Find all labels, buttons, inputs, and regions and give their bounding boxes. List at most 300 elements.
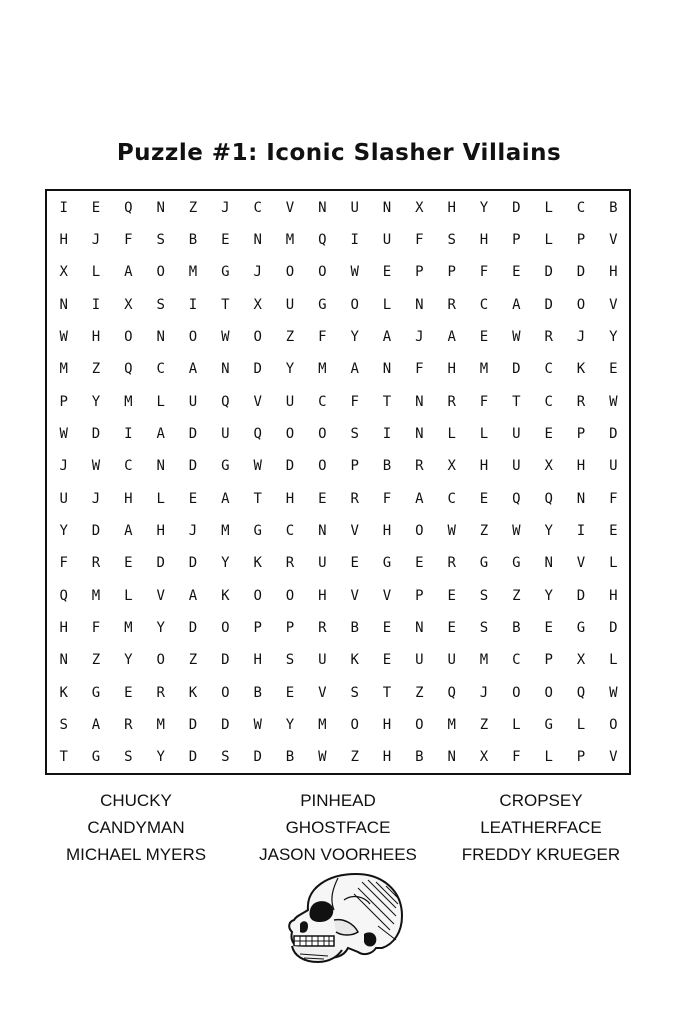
grid-letter[interactable]: Z bbox=[285, 328, 295, 345]
grid-letter[interactable]: Y bbox=[91, 393, 101, 410]
grid-letter[interactable]: X bbox=[447, 458, 456, 475]
grid-letter[interactable]: O bbox=[318, 425, 327, 442]
grid-letter[interactable]: I bbox=[124, 425, 133, 442]
grid-letter[interactable]: W bbox=[318, 749, 327, 766]
grid-letter[interactable]: U bbox=[285, 296, 295, 313]
grid-letter[interactable]: F bbox=[350, 393, 359, 410]
grid-letter[interactable]: L bbox=[609, 652, 618, 669]
grid-letter[interactable]: N bbox=[415, 393, 424, 410]
grid-letter[interactable]: A bbox=[382, 328, 392, 345]
grid-letter[interactable]: B bbox=[350, 619, 359, 636]
grid-letter[interactable]: F bbox=[415, 231, 424, 248]
grid-letter[interactable]: O bbox=[221, 619, 230, 636]
grid-letter[interactable]: L bbox=[609, 555, 618, 572]
grid-letter[interactable]: M bbox=[91, 587, 101, 604]
grid-letter[interactable]: F bbox=[59, 555, 68, 572]
grid-letter[interactable]: H bbox=[576, 458, 586, 475]
grid-letter[interactable]: M bbox=[318, 361, 327, 378]
grid-letter[interactable]: H bbox=[124, 490, 133, 507]
grid-letter[interactable]: J bbox=[479, 684, 489, 701]
grid-letter[interactable]: Z bbox=[415, 684, 424, 701]
grid-letter[interactable]: W bbox=[512, 522, 521, 539]
grid-letter[interactable]: R bbox=[544, 328, 553, 345]
grid-letter[interactable]: M bbox=[124, 393, 133, 410]
grid-letter[interactable]: W bbox=[512, 328, 521, 345]
grid-letter[interactable]: W bbox=[350, 264, 359, 281]
grid-letter[interactable]: I bbox=[59, 199, 68, 216]
grid-letter[interactable]: N bbox=[382, 361, 392, 378]
grid-letter[interactable]: U bbox=[512, 458, 521, 475]
grid-letter[interactable]: X bbox=[415, 199, 424, 216]
grid-letter[interactable]: K bbox=[221, 587, 230, 604]
grid-letter[interactable]: O bbox=[156, 652, 165, 669]
grid-letter[interactable]: U bbox=[221, 425, 230, 442]
grid-letter[interactable]: Y bbox=[221, 555, 230, 572]
grid-letter[interactable]: V bbox=[609, 296, 618, 313]
grid-letter[interactable]: P bbox=[447, 264, 456, 281]
grid-letter[interactable]: M bbox=[188, 264, 198, 281]
grid-letter[interactable]: D bbox=[188, 555, 198, 572]
grid-letter[interactable]: U bbox=[382, 231, 392, 248]
grid-letter[interactable]: O bbox=[124, 328, 133, 345]
grid-letter[interactable]: N bbox=[544, 555, 553, 572]
grid-letter[interactable]: J bbox=[91, 231, 101, 248]
grid-letter[interactable]: U bbox=[609, 458, 618, 475]
grid-letter[interactable]: C bbox=[318, 393, 327, 410]
grid-letter[interactable]: L bbox=[382, 296, 392, 313]
grid-letter[interactable]: N bbox=[576, 490, 586, 507]
grid-letter[interactable]: V bbox=[350, 522, 359, 539]
grid-letter[interactable]: N bbox=[318, 199, 327, 216]
grid-letter[interactable]: E bbox=[124, 684, 133, 701]
grid-letter[interactable]: A bbox=[221, 490, 230, 507]
grid-letter[interactable]: H bbox=[479, 231, 489, 248]
grid-letter[interactable]: Q bbox=[576, 684, 586, 701]
grid-letter[interactable]: E bbox=[415, 555, 424, 572]
grid-letter[interactable]: S bbox=[479, 619, 489, 636]
grid-letter[interactable]: Q bbox=[447, 684, 456, 701]
grid-letter[interactable]: V bbox=[609, 749, 618, 766]
grid-letter[interactable]: Q bbox=[124, 199, 133, 216]
grid-letter[interactable]: L bbox=[447, 425, 456, 442]
grid-letter[interactable]: O bbox=[318, 458, 327, 475]
grid-letter[interactable]: K bbox=[253, 555, 262, 572]
grid-letter[interactable]: Y bbox=[156, 749, 165, 766]
grid-letter[interactable]: B bbox=[285, 749, 295, 766]
grid-letter[interactable]: S bbox=[350, 684, 359, 701]
grid-letter[interactable]: Q bbox=[318, 231, 327, 248]
grid-letter[interactable]: J bbox=[415, 328, 424, 345]
grid-letter[interactable]: D bbox=[609, 425, 618, 442]
grid-letter[interactable]: N bbox=[221, 361, 230, 378]
grid-letter[interactable]: E bbox=[221, 231, 230, 248]
grid-letter[interactable]: A bbox=[415, 490, 424, 507]
grid-letter[interactable]: I bbox=[188, 296, 198, 313]
grid-letter[interactable]: K bbox=[59, 684, 68, 701]
grid-letter[interactable]: Y bbox=[479, 199, 489, 216]
grid-letter[interactable]: O bbox=[253, 328, 262, 345]
grid-letter[interactable]: O bbox=[188, 328, 198, 345]
grid-letter[interactable]: F bbox=[415, 361, 424, 378]
grid-letter[interactable]: A bbox=[91, 716, 101, 733]
grid-letter[interactable]: Q bbox=[512, 490, 521, 507]
grid-letter[interactable]: F bbox=[124, 231, 133, 248]
grid-letter[interactable]: J bbox=[576, 328, 586, 345]
grid-letter[interactable]: D bbox=[544, 264, 553, 281]
grid-letter[interactable]: M bbox=[59, 361, 68, 378]
grid-letter[interactable]: A bbox=[350, 361, 359, 378]
grid-letter[interactable]: M bbox=[285, 231, 295, 248]
grid-letter[interactable]: C bbox=[576, 199, 586, 216]
grid-letter[interactable]: T bbox=[221, 296, 230, 313]
grid-letter[interactable]: W bbox=[253, 458, 262, 475]
grid-letter[interactable]: Q bbox=[544, 490, 553, 507]
grid-letter[interactable]: P bbox=[415, 587, 424, 604]
grid-letter[interactable]: S bbox=[156, 296, 165, 313]
grid-letter[interactable]: O bbox=[156, 264, 165, 281]
grid-letter[interactable]: Z bbox=[188, 199, 198, 216]
grid-letter[interactable]: D bbox=[188, 425, 198, 442]
grid-letter[interactable]: P bbox=[253, 619, 262, 636]
grid-letter[interactable]: H bbox=[479, 458, 489, 475]
grid-letter[interactable]: G bbox=[318, 296, 327, 313]
grid-letter[interactable]: D bbox=[156, 555, 165, 572]
grid-letter[interactable]: Y bbox=[350, 328, 359, 345]
grid-letter[interactable]: L bbox=[544, 749, 553, 766]
grid-letter[interactable]: S bbox=[285, 652, 295, 669]
grid-letter[interactable]: A bbox=[156, 425, 165, 442]
grid-letter[interactable]: A bbox=[512, 296, 521, 313]
grid-letter[interactable]: P bbox=[576, 749, 586, 766]
grid-letter[interactable]: O bbox=[415, 716, 424, 733]
grid-letter[interactable]: G bbox=[512, 555, 521, 572]
grid-letter[interactable]: W bbox=[609, 684, 618, 701]
grid-letter[interactable]: D bbox=[91, 522, 101, 539]
grid-letter[interactable]: P bbox=[544, 652, 553, 669]
grid-letter[interactable]: G bbox=[91, 684, 101, 701]
grid-letter[interactable]: H bbox=[609, 587, 618, 604]
grid-letter[interactable]: L bbox=[544, 199, 553, 216]
grid-letter[interactable]: E bbox=[350, 555, 359, 572]
grid-letter[interactable]: E bbox=[512, 264, 521, 281]
grid-letter[interactable]: E bbox=[479, 490, 489, 507]
grid-letter[interactable]: E bbox=[609, 361, 618, 378]
grid-letter[interactable]: K bbox=[188, 684, 198, 701]
grid-letter[interactable]: E bbox=[447, 587, 456, 604]
grid-letter[interactable]: T bbox=[382, 393, 392, 410]
grid-letter[interactable]: M bbox=[318, 716, 327, 733]
grid-letter[interactable]: G bbox=[479, 555, 489, 572]
grid-letter[interactable]: D bbox=[544, 296, 553, 313]
grid-letter[interactable]: U bbox=[447, 652, 456, 669]
grid-letter[interactable]: F bbox=[382, 490, 392, 507]
grid-letter[interactable]: P bbox=[576, 231, 586, 248]
grid-letter[interactable]: O bbox=[285, 587, 295, 604]
grid-letter[interactable]: S bbox=[221, 749, 230, 766]
grid-letter[interactable]: X bbox=[479, 749, 489, 766]
grid-letter[interactable]: H bbox=[59, 619, 68, 636]
grid-letter[interactable]: H bbox=[447, 361, 456, 378]
grid-letter[interactable]: W bbox=[609, 393, 618, 410]
grid-letter[interactable]: E bbox=[382, 652, 392, 669]
grid-letter[interactable]: V bbox=[156, 587, 165, 604]
grid-letter[interactable]: H bbox=[285, 490, 295, 507]
grid-letter[interactable]: G bbox=[382, 555, 392, 572]
grid-letter[interactable]: B bbox=[609, 199, 618, 216]
grid-letter[interactable]: V bbox=[350, 587, 359, 604]
grid-letter[interactable]: Z bbox=[512, 587, 521, 604]
grid-letter[interactable]: D bbox=[576, 264, 586, 281]
grid-letter[interactable]: D bbox=[221, 652, 230, 669]
grid-letter[interactable]: O bbox=[318, 264, 327, 281]
grid-letter[interactable]: N bbox=[59, 296, 68, 313]
grid-letter[interactable]: P bbox=[512, 231, 521, 248]
grid-letter[interactable]: X bbox=[59, 264, 68, 281]
grid-letter[interactable]: H bbox=[318, 587, 327, 604]
grid-letter[interactable]: E bbox=[188, 490, 198, 507]
grid-letter[interactable]: X bbox=[124, 296, 133, 313]
grid-letter[interactable]: D bbox=[285, 458, 295, 475]
grid-letter[interactable]: C bbox=[124, 458, 133, 475]
grid-letter[interactable]: Z bbox=[479, 716, 489, 733]
grid-letter[interactable]: R bbox=[350, 490, 359, 507]
grid-letter[interactable]: R bbox=[124, 716, 133, 733]
grid-letter[interactable]: E bbox=[382, 619, 392, 636]
grid-letter[interactable]: V bbox=[318, 684, 327, 701]
grid-letter[interactable]: R bbox=[447, 393, 456, 410]
grid-letter[interactable]: U bbox=[318, 555, 327, 572]
grid-letter[interactable]: C bbox=[512, 652, 521, 669]
grid-letter[interactable]: S bbox=[447, 231, 456, 248]
grid-letter[interactable]: P bbox=[576, 425, 586, 442]
grid-letter[interactable]: X bbox=[576, 652, 586, 669]
grid-letter[interactable]: R bbox=[415, 458, 424, 475]
grid-letter[interactable]: N bbox=[415, 296, 424, 313]
grid-letter[interactable]: O bbox=[544, 684, 553, 701]
grid-letter[interactable]: O bbox=[285, 425, 295, 442]
grid-letter[interactable]: O bbox=[350, 296, 359, 313]
grid-letter[interactable]: Q bbox=[253, 425, 262, 442]
grid-letter[interactable]: F bbox=[609, 490, 618, 507]
grid-letter[interactable]: S bbox=[479, 587, 489, 604]
grid-letter[interactable]: E bbox=[447, 619, 456, 636]
grid-letter[interactable]: V bbox=[576, 555, 586, 572]
grid-letter[interactable]: J bbox=[188, 522, 198, 539]
grid-letter[interactable]: A bbox=[124, 522, 133, 539]
grid-letter[interactable]: C bbox=[253, 199, 262, 216]
grid-letter[interactable]: D bbox=[91, 425, 101, 442]
grid-letter[interactable]: F bbox=[91, 619, 101, 636]
grid-letter[interactable]: M bbox=[124, 619, 133, 636]
grid-letter[interactable]: A bbox=[124, 264, 133, 281]
grid-letter[interactable]: L bbox=[124, 587, 133, 604]
grid-letter[interactable]: V bbox=[609, 231, 618, 248]
grid-letter[interactable]: H bbox=[156, 522, 165, 539]
grid-letter[interactable]: B bbox=[512, 619, 521, 636]
grid-letter[interactable]: B bbox=[382, 458, 392, 475]
grid-letter[interactable]: R bbox=[447, 296, 456, 313]
grid-letter[interactable]: U bbox=[188, 393, 198, 410]
grid-letter[interactable]: E bbox=[124, 555, 133, 572]
grid-letter[interactable]: P bbox=[285, 619, 295, 636]
grid-letter[interactable]: T bbox=[382, 684, 392, 701]
grid-letter[interactable]: H bbox=[382, 522, 392, 539]
grid-letter[interactable]: K bbox=[350, 652, 359, 669]
grid-letter[interactable]: N bbox=[415, 425, 424, 442]
grid-letter[interactable]: Q bbox=[59, 587, 68, 604]
grid-letter[interactable]: B bbox=[253, 684, 262, 701]
grid-letter[interactable]: N bbox=[156, 328, 165, 345]
grid-letter[interactable]: N bbox=[59, 652, 68, 669]
grid-letter[interactable]: D bbox=[576, 587, 586, 604]
grid-letter[interactable]: T bbox=[253, 490, 262, 507]
grid-letter[interactable]: V bbox=[253, 393, 262, 410]
grid-letter[interactable]: N bbox=[156, 458, 165, 475]
grid-letter[interactable]: L bbox=[91, 264, 101, 281]
grid-letter[interactable]: R bbox=[318, 619, 327, 636]
grid-letter[interactable]: M bbox=[156, 716, 165, 733]
grid-letter[interactable]: W bbox=[447, 522, 456, 539]
grid-letter[interactable]: B bbox=[415, 749, 424, 766]
grid-letter[interactable]: X bbox=[544, 458, 553, 475]
grid-letter[interactable]: H bbox=[382, 749, 392, 766]
grid-letter[interactable]: J bbox=[59, 458, 68, 475]
grid-letter[interactable]: W bbox=[253, 716, 262, 733]
grid-letter[interactable]: Z bbox=[91, 361, 101, 378]
grid-letter[interactable]: O bbox=[512, 684, 521, 701]
grid-letter[interactable]: O bbox=[285, 264, 295, 281]
grid-letter[interactable]: A bbox=[447, 328, 456, 345]
grid-letter[interactable]: D bbox=[512, 361, 521, 378]
grid-letter[interactable]: J bbox=[253, 264, 262, 281]
grid-letter[interactable]: S bbox=[156, 231, 165, 248]
grid-letter[interactable]: E bbox=[479, 328, 489, 345]
grid-letter[interactable]: R bbox=[447, 555, 456, 572]
grid-letter[interactable]: G bbox=[576, 619, 586, 636]
grid-letter[interactable]: N bbox=[447, 749, 456, 766]
grid-letter[interactable]: C bbox=[479, 296, 489, 313]
grid-letter[interactable]: A bbox=[188, 587, 198, 604]
grid-letter[interactable]: D bbox=[253, 749, 262, 766]
grid-letter[interactable]: D bbox=[188, 458, 198, 475]
grid-letter[interactable]: O bbox=[253, 587, 262, 604]
grid-letter[interactable]: H bbox=[59, 231, 68, 248]
grid-letter[interactable]: Y bbox=[285, 716, 295, 733]
grid-letter[interactable]: H bbox=[253, 652, 262, 669]
grid-letter[interactable]: G bbox=[221, 458, 230, 475]
grid-letter[interactable]: B bbox=[188, 231, 198, 248]
grid-letter[interactable]: C bbox=[544, 393, 553, 410]
grid-letter[interactable]: D bbox=[188, 749, 198, 766]
grid-letter[interactable]: Y bbox=[285, 361, 295, 378]
grid-letter[interactable]: M bbox=[479, 652, 489, 669]
grid-letter[interactable]: V bbox=[285, 199, 295, 216]
grid-letter[interactable]: T bbox=[59, 749, 68, 766]
grid-letter[interactable]: X bbox=[253, 296, 262, 313]
grid-letter[interactable]: Y bbox=[156, 619, 165, 636]
grid-letter[interactable]: W bbox=[59, 425, 68, 442]
grid-letter[interactable]: A bbox=[188, 361, 198, 378]
grid-letter[interactable]: R bbox=[285, 555, 295, 572]
grid-letter[interactable]: E bbox=[544, 619, 553, 636]
grid-letter[interactable]: U bbox=[285, 393, 295, 410]
grid-letter[interactable]: V bbox=[382, 587, 392, 604]
grid-letter[interactable]: M bbox=[447, 716, 456, 733]
grid-letter[interactable]: U bbox=[415, 652, 424, 669]
grid-letter[interactable]: G bbox=[253, 522, 262, 539]
grid-letter[interactable]: C bbox=[156, 361, 165, 378]
grid-letter[interactable]: O bbox=[609, 716, 618, 733]
grid-letter[interactable]: F bbox=[479, 393, 489, 410]
grid-letter[interactable]: K bbox=[576, 361, 586, 378]
grid-letter[interactable]: O bbox=[576, 296, 586, 313]
grid-letter[interactable]: D bbox=[188, 716, 198, 733]
grid-letter[interactable]: N bbox=[415, 619, 424, 636]
grid-letter[interactable]: C bbox=[544, 361, 553, 378]
grid-letter[interactable]: R bbox=[91, 555, 101, 572]
grid-letter[interactable]: N bbox=[253, 231, 262, 248]
grid-letter[interactable]: T bbox=[512, 393, 521, 410]
grid-letter[interactable]: M bbox=[479, 361, 489, 378]
grid-letter[interactable]: Q bbox=[124, 361, 133, 378]
grid-letter[interactable]: Y bbox=[609, 328, 618, 345]
grid-letter[interactable]: W bbox=[91, 458, 101, 475]
grid-letter[interactable]: C bbox=[447, 490, 456, 507]
grid-letter[interactable]: L bbox=[156, 490, 165, 507]
grid-letter[interactable]: E bbox=[609, 522, 618, 539]
grid-letter[interactable]: D bbox=[609, 619, 618, 636]
grid-letter[interactable]: Z bbox=[479, 522, 489, 539]
grid-letter[interactable]: C bbox=[285, 522, 295, 539]
grid-letter[interactable]: S bbox=[59, 716, 68, 733]
grid-letter[interactable]: I bbox=[576, 522, 586, 539]
grid-letter[interactable]: L bbox=[479, 425, 489, 442]
grid-letter[interactable]: H bbox=[91, 328, 101, 345]
grid-letter[interactable]: H bbox=[382, 716, 392, 733]
grid-letter[interactable]: F bbox=[318, 328, 327, 345]
grid-letter[interactable]: Z bbox=[350, 749, 359, 766]
grid-letter[interactable]: L bbox=[544, 231, 553, 248]
grid-letter[interactable]: Y bbox=[544, 587, 553, 604]
grid-letter[interactable]: U bbox=[59, 490, 68, 507]
grid-letter[interactable]: D bbox=[221, 716, 230, 733]
grid-letter[interactable]: F bbox=[512, 749, 521, 766]
grid-letter[interactable]: L bbox=[156, 393, 165, 410]
grid-letter[interactable]: D bbox=[253, 361, 262, 378]
grid-letter[interactable]: N bbox=[382, 199, 392, 216]
grid-letter[interactable]: D bbox=[512, 199, 521, 216]
grid-letter[interactable]: U bbox=[318, 652, 327, 669]
grid-letter[interactable]: E bbox=[91, 199, 101, 216]
grid-letter[interactable]: G bbox=[91, 749, 101, 766]
grid-letter[interactable]: F bbox=[479, 264, 489, 281]
grid-letter[interactable]: I bbox=[350, 231, 359, 248]
grid-letter[interactable]: G bbox=[544, 716, 553, 733]
grid-letter[interactable]: Q bbox=[221, 393, 230, 410]
grid-letter[interactable]: G bbox=[221, 264, 230, 281]
grid-letter[interactable]: M bbox=[221, 522, 230, 539]
grid-letter[interactable]: H bbox=[447, 199, 456, 216]
grid-letter[interactable]: L bbox=[512, 716, 521, 733]
grid-letter[interactable]: E bbox=[318, 490, 327, 507]
grid-letter[interactable]: D bbox=[188, 619, 198, 636]
grid-letter[interactable]: U bbox=[512, 425, 521, 442]
grid-letter[interactable]: O bbox=[415, 522, 424, 539]
grid-letter[interactable]: I bbox=[382, 425, 392, 442]
grid-letter[interactable]: Z bbox=[188, 652, 198, 669]
grid-letter[interactable]: W bbox=[59, 328, 68, 345]
grid-letter[interactable]: Y bbox=[124, 652, 133, 669]
